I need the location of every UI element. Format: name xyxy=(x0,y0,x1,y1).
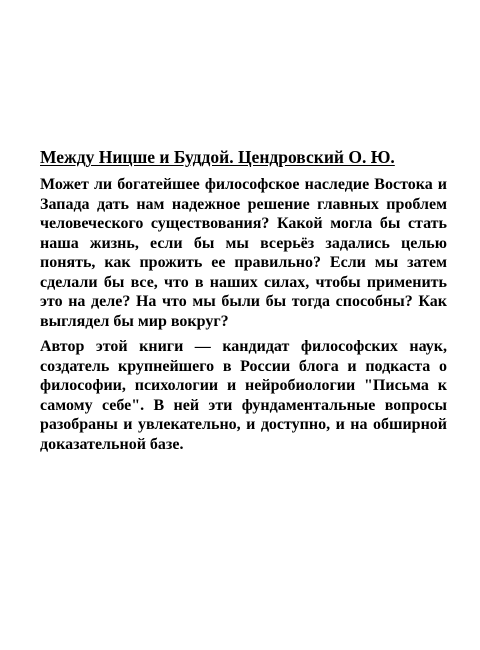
description-paragraph-1: Может ли богатейшее философское наследие Востока и Запада дать нам надежное решение главных проблем человеческого существования? Какой могла бы стать наша жизнь, если бы мы всерьёз задались целью понять, как прожить ее правильно? Если мы затем сделали бы все, что в наших силах, чтобы применить это на деле? На что мы были бы тогда способны? Как выглядел бы мир вокруг? xyxy=(40,176,447,330)
description-paragraph-2: Автор этой книги — кандидат философских наук, создатель крупнейшего в России блога и подкаста о философии, психологии и нейробиологии "Письма к самому себе". В ней эти фундаментальные вопросы разобраны и увлекательно, и доступно, и на обширной доказательной базе. xyxy=(40,338,447,453)
document-title: Между Ницше и Буддой. Цендровский О. Ю. xyxy=(40,147,395,167)
document-page xyxy=(40,145,447,460)
